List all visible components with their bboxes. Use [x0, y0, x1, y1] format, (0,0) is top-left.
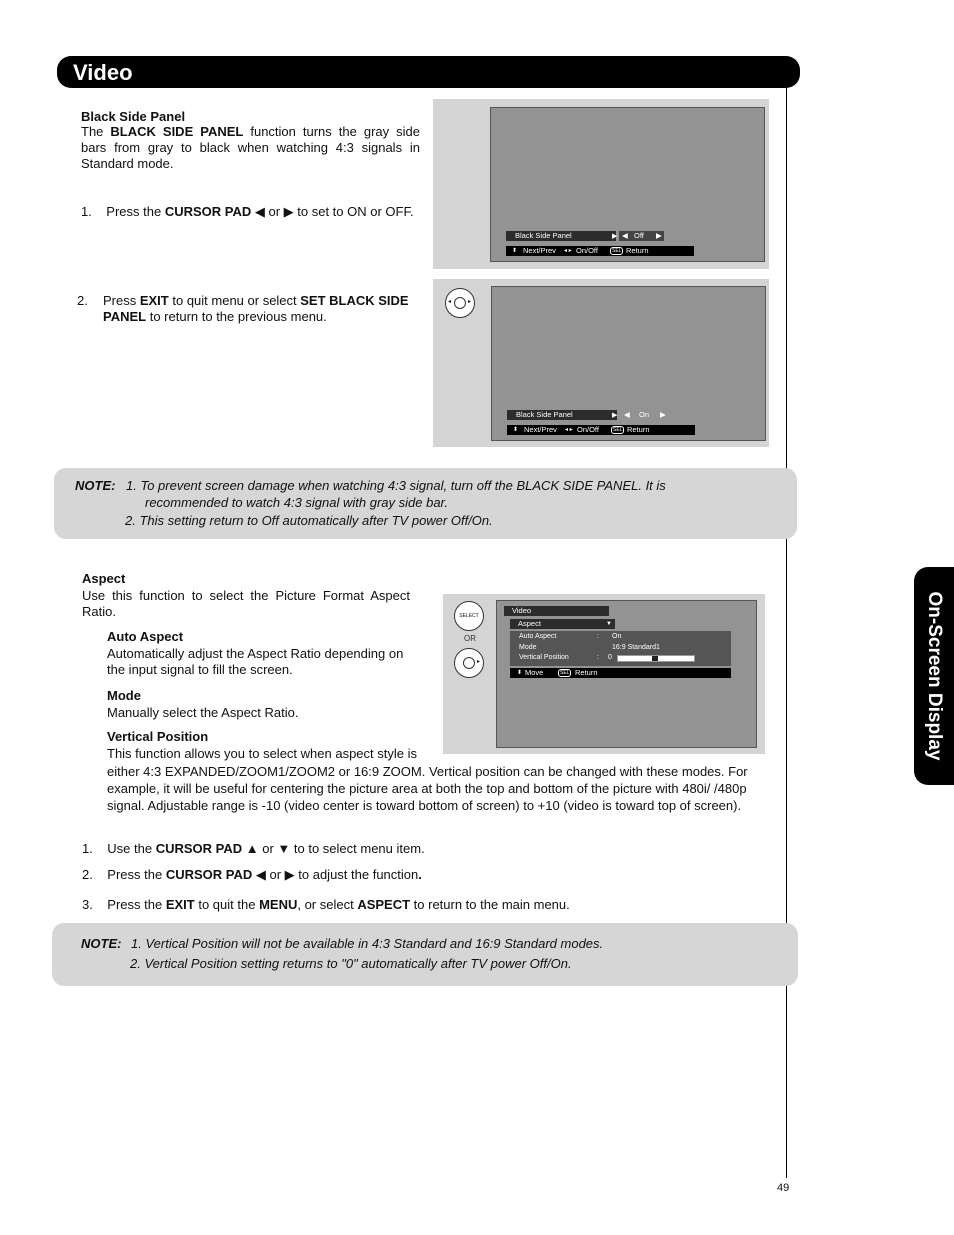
tv-screen — [490, 107, 765, 262]
vertical-position-line-1: This function allows you to select when aspect style is — [107, 746, 417, 761]
osd-illustration-off — [433, 99, 769, 269]
auto-aspect-text: Automatically adjust the Aspect Ratio depending on the input signal to fill the screen. — [107, 646, 404, 677]
osd-move-label: Move — [525, 668, 544, 677]
vertical-position-text: either 4:3 EXPANDED/ZOOM1/ZOOM2 or 16:9 ZOOM. Vertical position can be changed with these modes. For example, it will be useful for centering the picture area at both the top and bottom of the picture with 480i/ /480p signal. Adjustable range is -10 (video center is toward bottom of screen) to +10 (video is toward top of screen). — [107, 764, 748, 813]
tv-screen — [496, 600, 757, 748]
osd-help-bar — [506, 246, 694, 256]
or-label: OR — [464, 634, 476, 643]
note-1-line-1b: recommended to watch 4:3 signal with gray side bar. — [145, 495, 449, 510]
osd-item: Black Side Panel — [507, 410, 617, 420]
page-title-bar — [57, 56, 800, 88]
leftright-arrow-icon: ◂ ▸ — [564, 248, 572, 254]
osd-onoff-label: On/Off — [576, 246, 598, 255]
osd-menu-title: Video — [504, 606, 609, 616]
right-divider — [786, 88, 787, 1178]
aspect-step-2: 2. Press the CURSOR PAD ◀ or ▶ to adjust the function. — [82, 867, 422, 882]
cursor-pad-icon: ▸ — [454, 648, 484, 678]
note-box-1 — [54, 468, 797, 539]
updown-arrow-icon: ⬍ — [512, 248, 518, 254]
side-tab — [914, 567, 954, 785]
page-title: Video — [73, 60, 133, 85]
note-label: NOTE: — [75, 478, 116, 493]
osd-item: Black Side Panel — [506, 231, 616, 241]
aspect-intro: Use this function to select the Picture Format Aspect Ratio. — [82, 588, 410, 619]
osd-row-vpos-label: Vertical Position — [519, 654, 569, 661]
mode-text: Manually select the Aspect Ratio. — [107, 705, 299, 720]
cursor-pad-icon: ◂ ▸ — [445, 288, 475, 318]
osd-illustration-on — [433, 279, 769, 447]
aspect-step-3: 3. Press the EXIT to quit the MENU, or select ASPECT to return to the main menu. — [82, 897, 570, 912]
vertical-position-slider[interactable] — [617, 655, 695, 662]
side-tab-label: On-Screen Display — [924, 591, 945, 761]
right-arrow-icon: ▶ — [660, 410, 666, 419]
osd-value-box — [620, 410, 670, 420]
note-1-line-1: 1. To prevent screen damage when watching 4:3 signal, turn off the BLACK SIDE PANEL. It is — [126, 478, 666, 493]
bsp-step-2-text: Press EXIT to quit menu or select SET BLACK SIDE PANEL to return to the previous menu. — [103, 293, 409, 324]
osd-nav-label: Next/Prev — [523, 246, 556, 255]
aspect-heading: Aspect — [82, 571, 126, 586]
note-2-line-2: 2. Vertical Position setting returns to "0" automatically after TV power Off/On. — [130, 956, 572, 971]
auto-aspect-heading: Auto Aspect — [107, 629, 184, 644]
updown-arrow-icon: ⬍ — [517, 670, 523, 676]
osd-row-auto-aspect-value: On — [612, 633, 622, 640]
select-button-icon: SELECT — [454, 601, 484, 631]
right-arrow-icon: ▶ — [656, 231, 662, 240]
triangle-right-icon: ▶ — [612, 412, 618, 419]
osd-nav-label: Next/Prev — [524, 425, 557, 434]
mode-heading: Mode — [107, 688, 141, 703]
osd-return-label: Return — [627, 425, 650, 434]
osd-row-mode-label: Mode — [519, 644, 537, 651]
aspect-osd-illustration — [443, 594, 765, 754]
page-number: 49 — [777, 1182, 790, 1194]
osd-help-bar — [510, 668, 731, 678]
bsp-step-2: 2. — [77, 293, 88, 308]
slider-thumb[interactable] — [652, 656, 658, 661]
osd-help-bar — [507, 425, 695, 435]
osd-onoff-label: On/Off — [577, 425, 599, 434]
osd-submenu-title: Aspect ▼ — [510, 619, 615, 629]
sel-icon: SEL — [612, 248, 622, 254]
osd-options-panel: Auto Aspect : On Mode 16:9 Standard1 Vertical Position : 0 — [510, 631, 731, 666]
bsp-step-1: 1. Press the CURSOR PAD ◀ or ▶ to set to ON or OFF. — [81, 204, 414, 219]
triangle-right-icon: ▶ — [612, 233, 618, 240]
osd-row-vpos-value: 0 — [608, 654, 612, 661]
updown-arrow-icon: ⬍ — [513, 427, 519, 433]
black-side-panel-intro: The BLACK SIDE PANEL function turns the gray side bars from gray to black when watching 4:3 signals in Standard mode. — [81, 124, 420, 171]
vertical-position-heading: Vertical Position — [107, 729, 209, 744]
osd-value: On — [639, 410, 650, 419]
sel-icon: SEL — [560, 670, 570, 676]
left-arrow-icon: ◀ — [622, 231, 628, 240]
osd-value-box — [619, 231, 664, 241]
black-side-panel-heading: Black Side Panel — [81, 109, 186, 124]
sel-icon: SEL — [613, 427, 623, 433]
aspect-step-1: 1. Use the CURSOR PAD ▲ or ▼ to to select menu item. — [82, 841, 425, 856]
osd-value: Off — [634, 231, 644, 240]
osd-return-label: Return — [575, 668, 598, 677]
leftright-arrow-icon: ◂ ▸ — [565, 427, 573, 433]
osd-return-label: Return — [626, 246, 649, 255]
left-arrow-icon: ◀ — [624, 410, 630, 419]
chevron-down-icon: ▼ — [606, 621, 612, 627]
osd-row-auto-aspect-label: Auto Aspect — [519, 633, 557, 640]
tv-screen — [491, 286, 766, 441]
note-box-2 — [52, 923, 798, 986]
osd-row-mode-value: 16:9 Standard1 — [612, 644, 660, 651]
note-label: NOTE: — [81, 936, 122, 951]
note-2-line-1: 1. Vertical Position will not be available in 4:3 Standard and 16:9 Standard modes. — [131, 936, 604, 951]
note-1-line-2: 2. This setting return to Off automatically after TV power Off/On. — [125, 513, 493, 528]
